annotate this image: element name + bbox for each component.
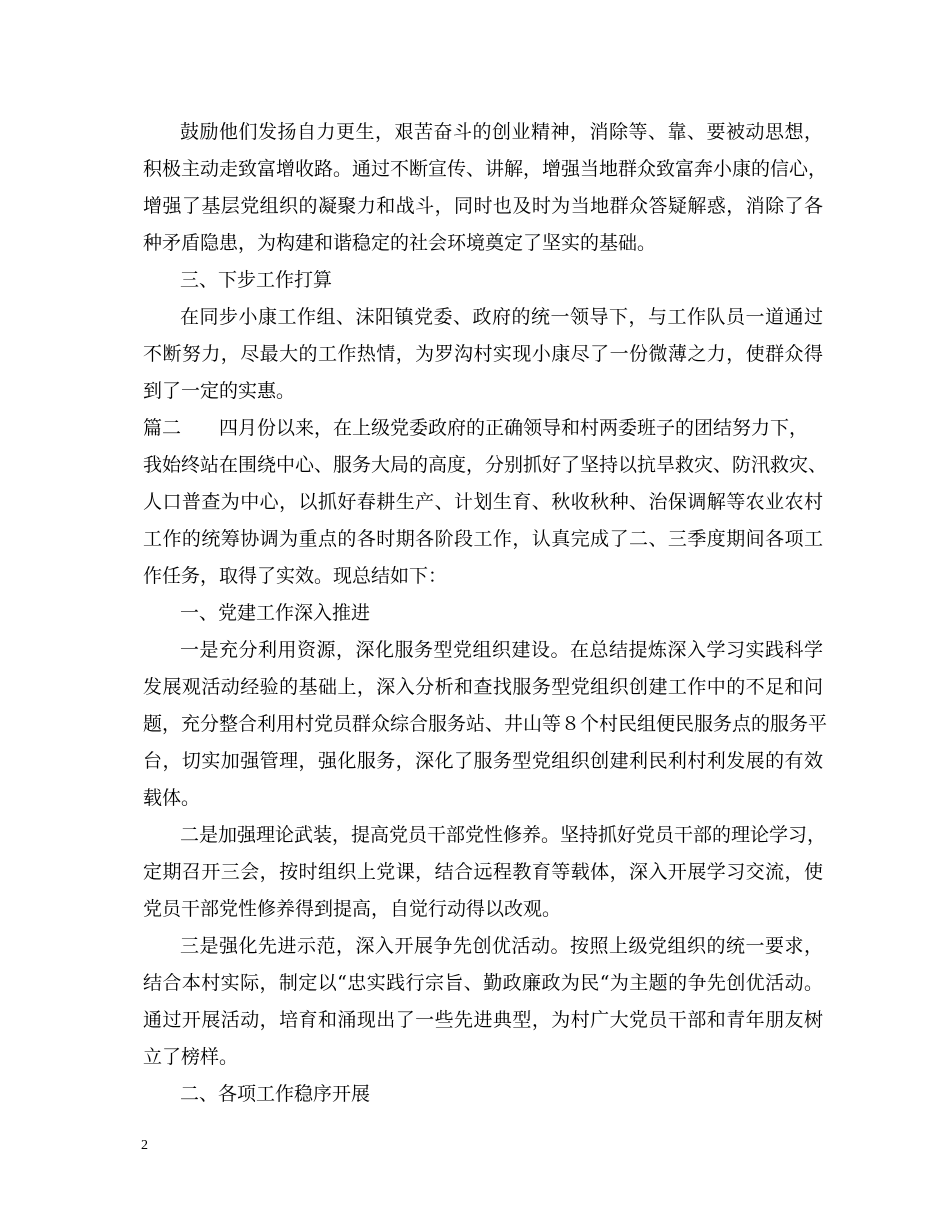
paragraph-line: 通过开展活动，培育和涌现出了一些先进典型，为村广大党员干部和青年朋友树 <box>143 1009 823 1031</box>
paragraph-line: 不断努力，尽最大的工作热情，为罗沟村实现小康尽了一份微薄之力，使群众得 <box>143 343 823 365</box>
paragraph-line: 种矛盾隐患，为构建和谐稳定的社会环境奠定了坚实的基础。 <box>143 232 657 254</box>
paragraph-line: 到了一定的实惠。 <box>143 380 296 402</box>
paragraph-line: 定期召开三会，按时组织上党课，结合远程教育等载体，深入开展学习交流，使 <box>143 861 823 883</box>
paragraph-line: 篇二 四月份以来，在上级党委政府的正确领导和村两委班子的团结努力下， <box>143 417 809 439</box>
section-heading: 二、各项工作稳序开展 <box>180 1083 371 1105</box>
paragraph-line: 人口普查为中心，以抓好春耕生产、计划生育、秋收秋种、治保调解等农业农村 <box>143 491 823 513</box>
paragraph-line: 载体。 <box>143 787 201 809</box>
paragraph-line: 立了榜样。 <box>143 1046 239 1068</box>
paragraph-line: 增强了基层党组织的凝聚力和战斗，同时也及时为当地群众答疑解惑，消除了各 <box>143 195 823 217</box>
paragraph-line: 作任务，取得了实效。现总结如下： <box>143 565 448 587</box>
paragraph-line: 一是充分利用资源，深化服务型党组织建设。在总结提炼深入学习实践科学 <box>180 639 823 661</box>
section-heading: 三、下步工作打算 <box>180 269 333 291</box>
paragraph-line: 题，充分整合利用村党员群众综合服务站、井山等８个村民组便民服务点的服务平 <box>143 713 828 735</box>
paragraph-line: 积极主动走致富增收路。通过不断宣传、讲解，增强当地群众致富奔小康的信心， <box>143 158 828 180</box>
paragraph-line: 在同步小康工作组、沫阳镇党委、政府的统一领导下，与工作队员一道通过 <box>180 306 823 328</box>
paragraph-line: 二是加强理论武装，提高党员干部党性修养。坚持抓好党员干部的理论学习， <box>180 824 827 846</box>
paragraph-line: 我始终站在围绕中心、服务大局的高度，分别抓好了坚持以抗旱救灾、防汛救灾、 <box>143 454 828 476</box>
paragraph-line: 党员干部党性修养得到提高，自觉行动得以改观。 <box>143 898 562 920</box>
paragraph-line: 工作的统筹协调为重点的各时期各阶段工作，认真完成了二、三季度期间各项工 <box>143 528 823 550</box>
page-number: 2 <box>141 1138 148 1153</box>
paragraph-line: 发展观活动经验的基础上，深入分析和查找服务型党组织创建工作中的不足和问 <box>143 676 823 698</box>
paragraph-line: 鼓励他们发扬自力更生，艰苦奋斗的创业精神，消除等、靠、要被动思想， <box>180 121 823 143</box>
paragraph-line: 三是强化先进示范，深入开展争先创优活动。按照上级党组织的统一要求， <box>180 935 823 957</box>
section-heading: 一、党建工作深入推进 <box>180 602 371 624</box>
paragraph-line: 结合本村实际，制定以“忠实践行宗旨、勤政廉政为民“为主题的争先创优活动。 <box>143 972 823 994</box>
paragraph-line: 台，切实加强管理，强化服务，深化了服务型党组织创建利民利村利发展的有效 <box>143 750 823 772</box>
